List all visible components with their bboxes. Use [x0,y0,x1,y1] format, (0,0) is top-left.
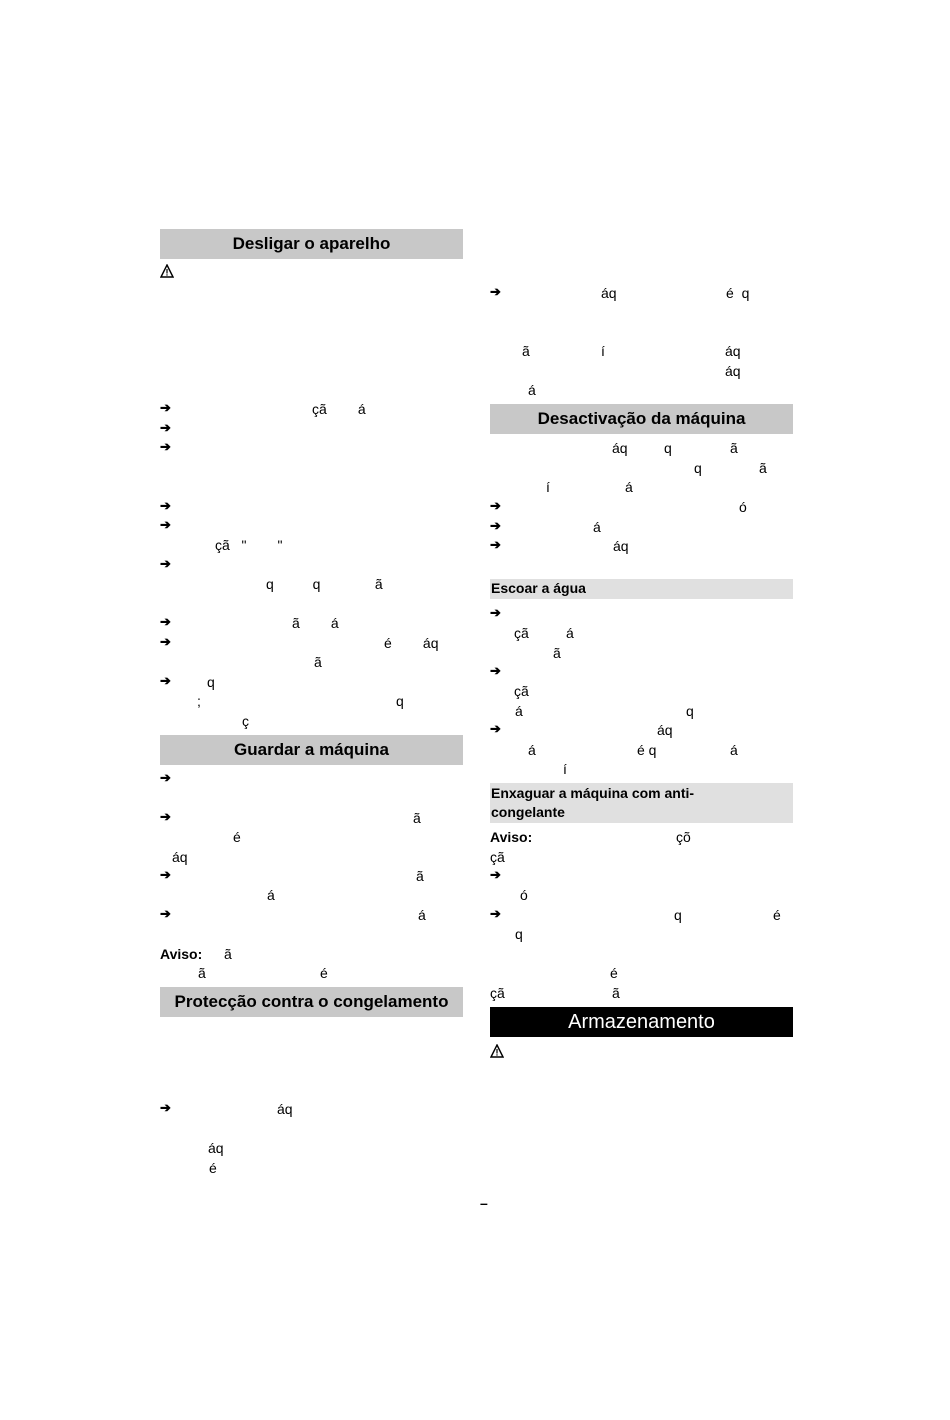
arrow-icon: ➔ [490,537,501,552]
text-fragment: á [528,742,536,758]
section-header-guardar: Guardar a máquina [160,735,463,765]
arrow-icon: ➔ [160,673,171,688]
arrow-icon: ➔ [160,770,171,785]
warning-icon [490,1044,504,1058]
text-fragment: ã [553,645,561,661]
arrow-icon: ➔ [490,498,501,513]
arrow-icon: ➔ [160,634,171,649]
arrow-icon: ➔ [160,1100,171,1115]
subsection-header-enxaguar: Enxaguar a máquina com anti- congelante [490,783,793,823]
arrow-icon: ➔ [490,605,501,620]
text-fragment: áq [613,538,629,554]
text-fragment: ó [520,887,528,903]
aviso-label: Aviso: [160,946,203,962]
section-header-proteccao: Protecção contra o congelamento [160,987,463,1017]
text-fragment: ã [314,654,322,670]
text-fragment: é áq [384,635,439,651]
text-fragment: ã [198,965,206,981]
text-fragment: q [674,907,682,923]
text-fragment: í [546,479,550,495]
text-fragment: é [773,907,781,923]
text-fragment: áq [601,285,617,301]
section-header-desligar: Desligar o aparelho [160,229,463,259]
text-fragment: áq [172,849,188,865]
text-fragment: ã [416,868,424,884]
right-column [490,228,793,1058]
text-fragment: á [418,907,426,923]
arrow-icon: ➔ [160,906,171,921]
text-fragment: é [320,965,328,981]
text-fragment: áq [208,1140,224,1156]
text-fragment: ã [730,440,738,456]
arrow-icon: ➔ [490,663,501,678]
left-column [160,228,463,1188]
text-fragment: á [593,519,601,535]
text-fragment: ã [413,810,421,826]
text-fragment: á [730,742,738,758]
section-bar-armazenamento: Armazenamento [490,1007,793,1037]
text-fragment: áq [725,363,741,379]
text-fragment: é [610,965,618,981]
text-fragment: q [515,926,523,942]
text-fragment: ó [739,499,747,515]
text-fragment: q [694,460,702,476]
text-fragment: q [396,693,404,709]
text-fragment: q [664,440,672,456]
text-fragment: é [209,1160,217,1176]
text-fragment: q [686,703,694,719]
text-fragment: q q ã [266,576,383,592]
text-fragment: áq [612,440,628,456]
text-fragment: í [601,343,605,359]
text-fragment: çã [514,625,529,641]
arrow-icon: ➔ [490,721,501,736]
aviso-label: Aviso: [490,829,533,845]
subsection-header-escoar: Escoar a água [490,579,793,599]
arrow-icon: ➔ [160,439,171,454]
text-fragment: çõ [676,829,691,845]
text-fragment: é q [637,742,657,758]
text-fragment: çã [490,985,505,1001]
text-fragment: áq [725,343,741,359]
arrow-icon: ➔ [160,614,171,629]
warning-icon [160,264,174,278]
text-fragment: ã [612,985,620,1001]
arrow-icon: ➔ [490,284,501,299]
arrow-icon: ➔ [160,517,171,532]
arrow-icon: ➔ [160,809,171,824]
page-number-mark: – [480,1195,488,1211]
text-fragment: ã [522,343,530,359]
text-fragment: áq [277,1101,293,1117]
text-fragment: á [515,703,523,719]
arrow-icon: ➔ [490,518,501,533]
text-fragment: ã á [292,615,339,631]
arrow-icon: ➔ [490,867,501,882]
text-fragment: á [625,479,633,495]
text-fragment: q [207,674,215,690]
text-fragment: é [233,829,241,845]
text-fragment: ç [242,713,249,729]
text-fragment: ã [759,460,767,476]
arrow-icon: ➔ [160,498,171,513]
text-fragment: ã [224,946,232,962]
section-header-desactivacao: Desactivação da máquina [490,404,793,434]
text-fragment: á [267,887,275,903]
text-fragment: áq [657,722,673,738]
arrow-icon: ➔ [160,867,171,882]
text-fragment: í [563,761,567,777]
arrow-icon: ➔ [490,906,501,921]
text-fragment: çã [490,849,505,865]
text-fragment: é q [726,285,750,301]
text-fragment: á [528,382,536,398]
text-fragment: çã á [312,401,366,417]
arrow-icon: ➔ [160,400,171,415]
text-fragment: çã " " [215,537,283,553]
arrow-icon: ➔ [160,556,171,571]
text-fragment: ; [197,693,201,709]
text-fragment: á [566,625,574,641]
text-fragment: çã [514,683,529,699]
arrow-icon: ➔ [160,420,171,435]
